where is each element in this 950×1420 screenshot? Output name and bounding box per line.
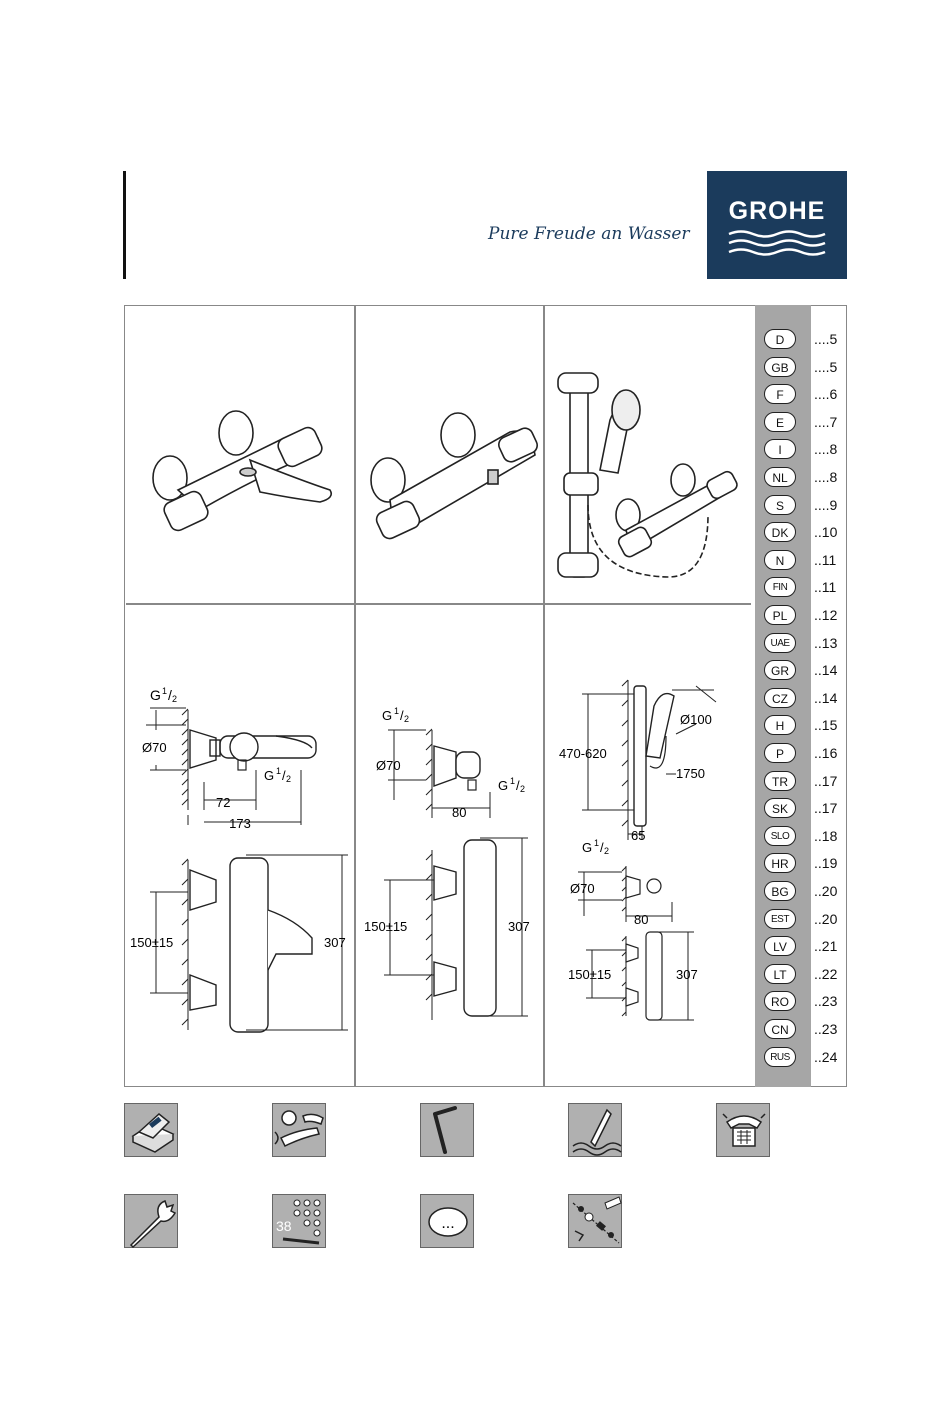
language-page: ..23 bbox=[814, 1021, 838, 1037]
telephone-icon bbox=[716, 1103, 770, 1157]
shower-thread-den: 2 bbox=[404, 714, 410, 724]
language-entry[interactable] bbox=[762, 853, 846, 875]
shower-thread-num: 1 bbox=[394, 706, 400, 716]
torque-number: 38 bbox=[276, 1218, 292, 1234]
language-code: S bbox=[764, 495, 796, 515]
shower-dimension-drawing bbox=[356, 700, 542, 1080]
shower-centers-label: 150±15 bbox=[364, 919, 408, 934]
language-page: ..14 bbox=[814, 689, 838, 706]
wrench-icon bbox=[124, 1194, 178, 1248]
brand-logo bbox=[707, 171, 847, 279]
language-code: PL bbox=[764, 605, 796, 625]
bath-thread-num: 1 bbox=[162, 686, 168, 696]
set-rail-offset-label: 65 bbox=[631, 828, 646, 843]
language-page: ..13 bbox=[814, 634, 838, 651]
language-code: N bbox=[764, 550, 796, 570]
language-code: FIN bbox=[764, 577, 796, 597]
language-code: HR bbox=[764, 853, 796, 873]
shower-set-dimension-drawing bbox=[546, 676, 752, 1080]
shower-outlet-thread: G bbox=[498, 778, 509, 793]
language-code: CZ bbox=[764, 688, 796, 708]
set-thread-den: 2 bbox=[604, 846, 610, 856]
language-entry[interactable] bbox=[762, 826, 846, 848]
shower-dim-80: 80 bbox=[452, 805, 467, 820]
language-page: ..19 bbox=[814, 855, 838, 872]
language-page: ..20 bbox=[814, 883, 838, 899]
language-code: BG bbox=[764, 881, 796, 901]
language-entry[interactable] bbox=[762, 964, 846, 986]
language-entry[interactable] bbox=[762, 936, 846, 958]
bath-dimension-drawing bbox=[126, 670, 354, 1080]
language-entry[interactable] bbox=[762, 439, 846, 461]
language-code: GB bbox=[764, 357, 796, 377]
set-dim-80-label: 80 bbox=[634, 912, 649, 927]
language-page: ..17 bbox=[814, 772, 838, 789]
shower-diameter-label: Ø70 bbox=[376, 758, 401, 773]
sealing-icon bbox=[568, 1103, 622, 1157]
more-info-icon bbox=[420, 1194, 474, 1248]
language-entry[interactable] bbox=[762, 660, 846, 682]
language-page: ....5 bbox=[814, 331, 838, 347]
language-page: ....5 bbox=[814, 358, 838, 375]
language-code: E bbox=[764, 412, 796, 432]
set-centers-label: 150±15 bbox=[568, 967, 612, 982]
language-page: ..14 bbox=[814, 662, 838, 679]
language-page: ..21 bbox=[814, 938, 838, 955]
language-code: SK bbox=[764, 798, 796, 818]
language-page: ....8 bbox=[814, 441, 838, 458]
language-entry[interactable] bbox=[762, 605, 846, 627]
language-code: LV bbox=[764, 936, 796, 956]
brand-slogan: Pure Freude an Wasser bbox=[488, 224, 690, 244]
row-divider bbox=[126, 603, 751, 605]
language-entry[interactable] bbox=[762, 384, 846, 406]
column-divider bbox=[543, 305, 545, 1087]
set-head-diameter-label: Ø100 bbox=[680, 712, 712, 727]
bath-dim-173: 173 bbox=[229, 816, 251, 831]
bath-height-label: 307 bbox=[324, 935, 346, 950]
set-thread-label: G bbox=[582, 840, 593, 855]
language-page: ..12 bbox=[814, 607, 838, 623]
language-code: P bbox=[764, 743, 796, 763]
language-code: GR bbox=[764, 660, 796, 680]
language-entry[interactable] bbox=[762, 688, 846, 710]
language-entry[interactable] bbox=[762, 522, 846, 544]
bath-dim-72: 72 bbox=[216, 795, 231, 810]
language-page: ..11 bbox=[814, 551, 837, 568]
language-entry[interactable] bbox=[762, 881, 846, 903]
bath-spout-num: 1 bbox=[276, 766, 282, 776]
language-code: SLO bbox=[764, 826, 796, 846]
language-page: ..15 bbox=[814, 717, 838, 734]
torque-icon bbox=[272, 1194, 326, 1248]
language-entry[interactable] bbox=[762, 798, 846, 820]
language-page: ..20 bbox=[814, 910, 838, 927]
language-page: ....9 bbox=[814, 496, 838, 513]
bath-thread-label: G bbox=[150, 687, 161, 703]
shower-thermostat-illustration bbox=[360, 320, 540, 590]
bath-diameter-label: Ø70 bbox=[142, 740, 167, 755]
waves-icon bbox=[727, 229, 827, 259]
bath-thermostat-illustration bbox=[130, 320, 350, 590]
language-entry[interactable] bbox=[762, 412, 846, 434]
header-rule bbox=[123, 171, 126, 279]
language-entry[interactable] bbox=[762, 771, 846, 793]
language-entry[interactable] bbox=[762, 329, 846, 351]
set-height-label: 307 bbox=[676, 967, 698, 982]
language-page: ..17 bbox=[814, 800, 838, 817]
language-entry[interactable] bbox=[762, 577, 846, 599]
language-code: I bbox=[764, 439, 796, 459]
svg-text:/: / bbox=[168, 687, 172, 703]
language-page: ....8 bbox=[814, 469, 838, 485]
language-page: ..10 bbox=[814, 524, 838, 541]
allen-key-icon bbox=[420, 1103, 474, 1157]
set-hose-label: 1750 bbox=[676, 766, 705, 781]
language-code: LT bbox=[764, 964, 796, 984]
language-entry[interactable] bbox=[762, 1019, 846, 1041]
shower-set-illustration bbox=[548, 365, 748, 595]
language-code: NL bbox=[764, 467, 796, 487]
bath-centers-label: 150±15 bbox=[130, 935, 174, 950]
brand-name: GROHE bbox=[728, 197, 826, 225]
language-code: RO bbox=[764, 991, 796, 1011]
language-code: TR bbox=[764, 771, 796, 791]
language-entry[interactable] bbox=[762, 909, 846, 931]
language-code: UAE bbox=[764, 633, 796, 653]
bath-spout-den: 2 bbox=[286, 774, 292, 784]
shower-thread-label: G bbox=[382, 708, 393, 723]
bath-spout-thread: G bbox=[264, 768, 275, 783]
language-entry[interactable] bbox=[762, 467, 846, 489]
language-page: ..22 bbox=[814, 965, 838, 982]
language-entry[interactable] bbox=[762, 715, 846, 737]
language-page: ..24 bbox=[814, 1048, 838, 1065]
shower-height-label: 307 bbox=[508, 919, 530, 934]
language-entry[interactable] bbox=[762, 1047, 846, 1069]
ellipsis-text: ... bbox=[441, 1215, 455, 1232]
language-code: RUS bbox=[764, 1047, 796, 1067]
language-page: ..16 bbox=[814, 745, 838, 761]
shower-outlet-num: 1 bbox=[510, 776, 516, 786]
shower-outlet-den: 2 bbox=[520, 784, 526, 794]
installation-icon bbox=[272, 1103, 326, 1157]
svg-text:/: / bbox=[516, 778, 520, 793]
language-entry[interactable] bbox=[762, 550, 846, 572]
exploded-parts-icon bbox=[568, 1194, 622, 1248]
bath-thread-den: 2 bbox=[172, 694, 178, 704]
set-thread-num: 1 bbox=[594, 838, 600, 848]
product-box-icon bbox=[124, 1103, 178, 1157]
set-rail-range-label: 470-620 bbox=[559, 746, 607, 761]
language-code: H bbox=[764, 715, 796, 735]
language-code: CN bbox=[764, 1019, 796, 1039]
language-page: ..11 bbox=[814, 579, 837, 596]
language-page: ....7 bbox=[814, 413, 838, 430]
language-code: EST bbox=[764, 909, 796, 929]
language-page: ..23 bbox=[814, 993, 838, 1010]
language-entry[interactable] bbox=[762, 495, 846, 517]
language-page: ..18 bbox=[814, 827, 838, 844]
svg-text:/: / bbox=[400, 708, 404, 723]
language-entry[interactable] bbox=[762, 633, 846, 655]
svg-text:/: / bbox=[600, 840, 604, 855]
language-page: ....6 bbox=[814, 386, 838, 403]
language-entry[interactable] bbox=[762, 357, 846, 379]
set-diameter-label: Ø70 bbox=[570, 881, 595, 896]
language-entry[interactable] bbox=[762, 991, 846, 1013]
language-code: DK bbox=[764, 522, 796, 542]
language-code: D bbox=[764, 329, 796, 349]
svg-text:/: / bbox=[282, 768, 286, 783]
language-entry[interactable] bbox=[762, 743, 846, 765]
language-code: F bbox=[764, 384, 796, 404]
